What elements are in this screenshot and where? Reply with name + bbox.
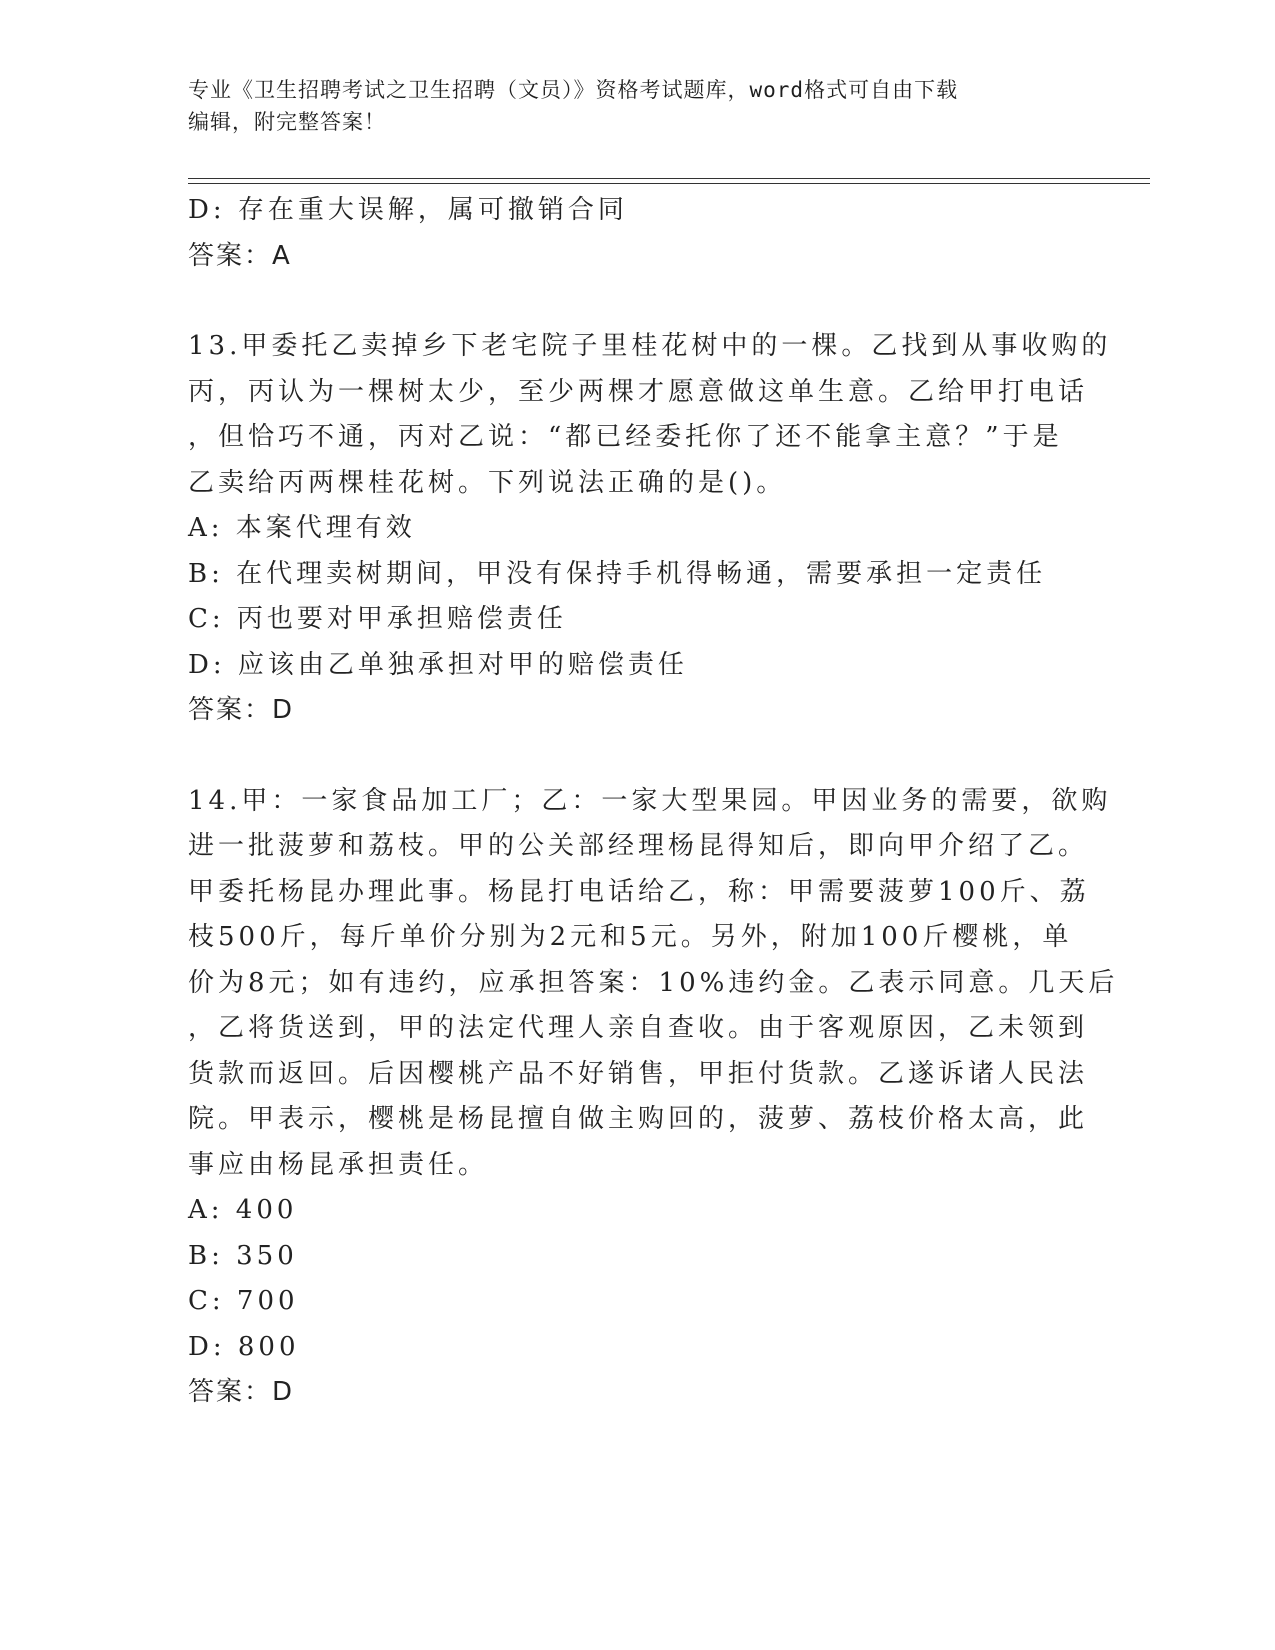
- question-stem-line: 13.甲委托乙卖掉乡下老宅院子里桂花树中的一棵。乙找到从事收购的: [188, 331, 1112, 361]
- header-line-2: 编辑，附完整答案！: [188, 110, 386, 134]
- option-d: D: 应该由乙单独承担对甲的赔偿责任: [188, 649, 688, 680]
- option-c: C: 700: [188, 1286, 299, 1316]
- question-stem-line: 进一批菠萝和荔枝。甲的公关部经理杨昆得知后，即向甲介绍了乙。: [188, 831, 1089, 861]
- option-a: A: 本案代理有效: [188, 513, 416, 543]
- previous-question-tail: [188, 188, 1088, 279]
- document-header: [188, 74, 1068, 138]
- question-stem-line: 丙，丙认为一棵树太少，至少两棵才愿意做这单生意。乙给甲打电话: [188, 376, 1089, 407]
- question-stem-line: 货款而返回。后因樱桃产品不好销售，甲拒付货款。乙遂诉诸人民法: [188, 1058, 1089, 1089]
- question-14: [188, 779, 1119, 1416]
- option-d: D: 800: [188, 1331, 300, 1362]
- header-divider-bottom: [188, 183, 1150, 184]
- question-stem-line: ，乙将货送到，甲的法定代理人亲自查收。由于客观原因，乙未领到: [188, 1013, 1089, 1043]
- spacer: [188, 734, 1088, 779]
- document-body: [188, 188, 1119, 1416]
- question-stem-line: 14.甲：一家食品加工厂；乙：一家大型果园。甲因业务的需要，欲购: [188, 785, 1112, 816]
- option-b: B: 350: [188, 1240, 298, 1271]
- question-13: [188, 324, 1112, 734]
- question-stem-line: 院。甲表示，樱桃是杨昆擅自做主购回的，菠萝、荔枝价格太高，此: [188, 1104, 1089, 1134]
- option-b: B: 在代理卖树期间，甲没有保持手机得畅通，需要承担一定责任: [188, 558, 1047, 589]
- question-stem-line: 乙卖给丙两棵桂花树。下列说法正确的是()。: [188, 467, 787, 498]
- question-stem-line: 事应由杨昆承担责任。: [188, 1149, 489, 1180]
- answer-line: 答案：D: [188, 1377, 295, 1407]
- answer-line: 答案：A: [188, 240, 292, 271]
- option-a: A: 400: [188, 1195, 298, 1225]
- question-stem-line: 价为8元；如有违约，应承担答案：10%违约金。乙表示同意。几天后: [188, 967, 1119, 998]
- option-c: C: 丙也要对甲承担赔偿责任: [188, 604, 567, 634]
- question-stem-line: ，但恰巧不通，丙对乙说：“都已经委托你了还不能拿主意？”于是: [188, 422, 1063, 452]
- option-d: D: 存在重大误解，属可撤销合同: [188, 195, 628, 225]
- header-line-1: 专业《卫生招聘考试之卫生招聘（文员）》资格考试题库，word格式可自由下载: [188, 78, 959, 102]
- question-stem-line: 甲委托杨昆办理此事。杨昆打电话给乙，称：甲需要菠萝100斤、荔: [188, 876, 1090, 907]
- answer-line: 答案：D: [188, 695, 295, 725]
- spacer: [188, 279, 1088, 324]
- question-stem-line: 枝500斤，每斤单价分别为2元和5元。另外，附加100斤樱桃，单: [188, 922, 1073, 952]
- header-divider-top: [188, 178, 1150, 179]
